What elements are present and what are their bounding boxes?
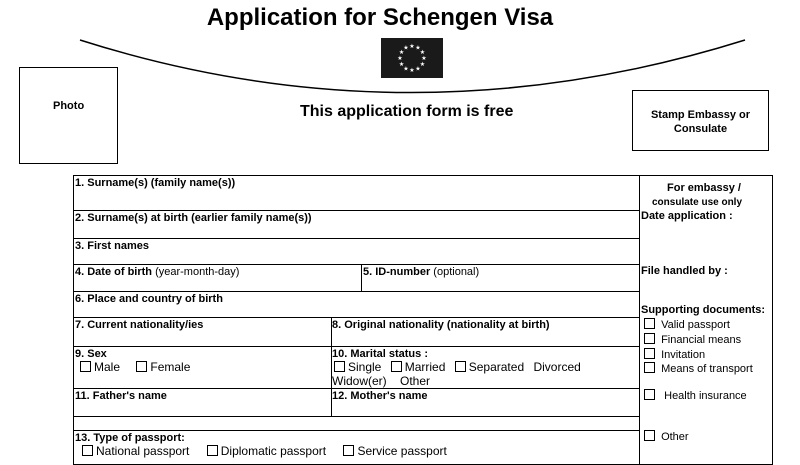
field-date-of-birth-hint: (year-month-day)	[155, 266, 240, 278]
field-surname[interactable]: 1. Surname(s) (family name(s))	[75, 177, 236, 189]
doc-other[interactable]: Other	[644, 430, 689, 443]
supporting-docs-label: Supporting documents:	[641, 304, 766, 316]
widower-option[interactable]: Widow(er)	[332, 374, 387, 388]
free-notice: This application form is free	[300, 103, 514, 120]
checkbox-icon	[343, 445, 354, 456]
checkbox-icon	[80, 361, 91, 372]
field-first-names[interactable]: 3. First names	[75, 240, 149, 252]
national-passport-checkbox[interactable]: National passport	[82, 444, 189, 458]
checkbox-icon	[644, 430, 655, 441]
star-icon: ★	[398, 62, 405, 68]
photo-box[interactable]	[19, 67, 118, 164]
passport-options	[82, 444, 447, 458]
field-id-number-hint: (optional)	[433, 266, 480, 278]
marital-options	[334, 360, 581, 374]
service-passport-checkbox[interactable]: Service passport	[343, 444, 446, 458]
star-icon: ★	[403, 66, 409, 73]
embassy-use-panel	[640, 175, 773, 465]
star-icon: ★	[409, 68, 415, 74]
field-id-number[interactable]	[363, 266, 479, 278]
doc-valid-passport[interactable]: Valid passport	[644, 318, 730, 331]
doc-invitation[interactable]: Invitation	[644, 348, 705, 361]
row-divider	[74, 317, 639, 318]
star-icon: ★	[421, 56, 427, 62]
sex-options	[80, 360, 190, 374]
checkbox-icon	[82, 445, 93, 456]
photo-label: Photo	[53, 100, 85, 112]
divorced-option[interactable]: Divorced	[533, 360, 581, 374]
checkbox-icon	[644, 318, 655, 329]
checkbox-icon	[136, 361, 147, 372]
female-checkbox[interactable]: Female	[136, 360, 190, 374]
checkbox-icon	[644, 348, 655, 359]
checkbox-icon	[455, 361, 466, 372]
checkbox-icon	[334, 361, 345, 372]
col-divider	[361, 264, 362, 291]
date-application-label: Date application :	[641, 210, 733, 222]
file-handled-label: File handled by :	[641, 265, 728, 277]
star-icon: ★	[403, 45, 409, 52]
star-icon: ★	[419, 50, 426, 56]
row-divider	[74, 346, 639, 347]
star-icon: ★	[419, 62, 426, 68]
eu-flag-icon	[381, 38, 443, 78]
field-mothers-name[interactable]: 12. Mother's name	[332, 390, 428, 402]
checkbox-icon	[644, 333, 655, 344]
field-date-of-birth-label: 4. Date of birth	[75, 266, 153, 278]
row-divider	[74, 388, 639, 389]
star-icon: ★	[409, 44, 415, 50]
row-divider	[74, 264, 639, 265]
doc-health-insurance[interactable]: Health insurance	[644, 389, 747, 402]
checkbox-icon	[644, 389, 655, 400]
row-divider	[74, 210, 639, 211]
embassy-heading-line1: For embassy /	[667, 182, 741, 194]
doc-financial-means[interactable]: Financial means	[644, 333, 741, 346]
field-place-of-birth[interactable]: 6. Place and country of birth	[75, 293, 223, 305]
row-divider	[74, 291, 639, 292]
field-marital-status: 10. Marital status :	[332, 348, 428, 360]
star-icon: ★	[398, 50, 405, 56]
single-checkbox[interactable]: Single	[334, 360, 381, 374]
stamp-label-line1: Stamp Embassy or	[650, 109, 751, 121]
row-divider	[74, 416, 639, 417]
field-fathers-name[interactable]: 11. Father's name	[75, 390, 167, 402]
checkbox-icon	[207, 445, 218, 456]
checkbox-icon	[391, 361, 402, 372]
checkbox-icon	[644, 362, 655, 373]
row-divider	[74, 238, 639, 239]
separated-checkbox[interactable]: Separated	[455, 360, 524, 374]
field-current-nationality[interactable]: 7. Current nationality/ies	[75, 319, 204, 331]
other-marital-option[interactable]: Other	[400, 374, 431, 388]
field-passport-type: 13. Type of passport:	[75, 432, 185, 444]
star-icon: ★	[397, 56, 403, 62]
married-checkbox[interactable]: Married	[391, 360, 446, 374]
field-date-of-birth[interactable]	[75, 266, 239, 278]
application-form	[73, 175, 640, 465]
page-title: Application for Schengen Visa	[206, 4, 554, 31]
field-surname-at-birth[interactable]: 2. Surname(s) at birth (earlier family name(s))	[75, 212, 312, 224]
field-original-nationality[interactable]: 8. Original nationality (nationality at birth)	[332, 319, 550, 331]
doc-means-of-transport[interactable]: Means of transport	[644, 362, 753, 375]
star-icon: ★	[415, 66, 421, 73]
male-checkbox[interactable]: Male	[80, 360, 120, 374]
embassy-heading-line2: consulate use only	[652, 197, 743, 208]
stamp-label-line2: Consulate	[673, 123, 728, 135]
field-sex: 9. Sex	[75, 348, 107, 360]
row-divider	[74, 430, 639, 431]
field-id-number-label: 5. ID-number	[363, 266, 431, 278]
stamp-box	[632, 90, 769, 151]
marital-options-line2	[332, 374, 430, 388]
diplomatic-passport-checkbox[interactable]: Diplomatic passport	[207, 444, 326, 458]
star-icon: ★	[415, 45, 421, 52]
